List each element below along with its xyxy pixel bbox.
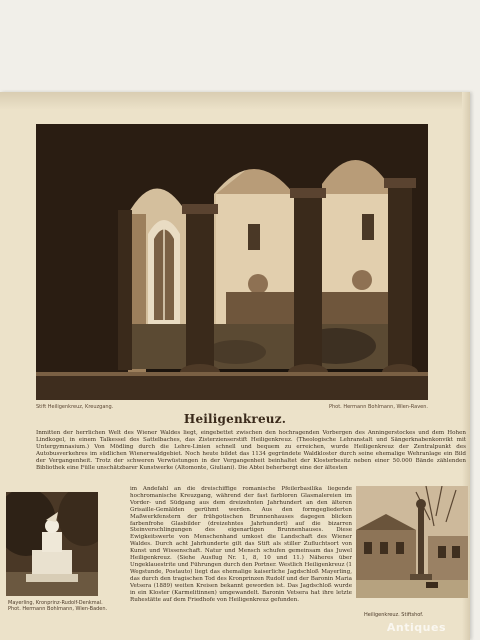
courtyard-caption: Heiligenkreuz. Stiftshof. xyxy=(364,612,424,618)
page-top-edge xyxy=(0,92,470,110)
cloister-photograph xyxy=(36,124,428,400)
monument-photograph xyxy=(6,492,98,596)
main-photo-credit: Phot. Hermann Bohlmann, Wien-Raven. xyxy=(328,404,428,410)
main-photo-caption: Stift Heiligenkreuz, Kreuzgang. xyxy=(36,404,114,410)
lead-paragraph: Inmitten der herrlichen Welt des Wiener Waldes liegt, eingebettet zwischen den hochragenden Vorbergen des Anningerstockes und dem Hohen Lindkogel, in einem Talkessel des Sattelbaches, das Zisterzienserstift Heiligenkreuz. (Theologische Lehranstalt und Sängerknabenkonvikt mit Untergymnasium.) Von Mödling durch die Lehre-Linien schnell und bequem zu erreichen, wurde Heiligenkreuz der Zentralpunkt des Autobusverkehres im südlichen Wienerwaldgebiet. Noch heute bildet das 1134 gegründete Waldkloster durch seine ehemalige Wehranlage ein Bild der Vergangenheit. Trotz der schweren Verwüstungen in der Vergangenheit beinhaltet der Klosterbesitz neben einer 50.000 Bände zählenden Bibliothek eine Fülle unschätzbarer Kunstwerke (Altomonte, Giuliani). Die Abtei beherbergt eine der ältesten xyxy=(36,430,466,471)
column-paragraph: im Andefahl an die dreischiffige romanische Pfeilerbasilika liegende hochromanische Kreuzgang, während der fast farbloren Glasmalereien im Vorder- und Südgang aus dem dreizehnten Jahrhundert an den älteren Grisaille-Gemälden gerühmt werden. Aus den formgegliederten Maßwerkfenstern der frühgotischen Brunnenhauses dagegen blicken farbenfrohe Glasbilder (dreizehntes Jahrhundert) auf die bizarren Steinverschlingungen des eigenartigen Brunnenhauses. Diese Ewigkeitswerte von Menschenhand umkost die Landschaft des Wiener Waldes. Durch acht Jahrhunderte gilt das Stift als stiller Zufluchtsort von Kunst und Wissenschaft. Natur und Mensch schufen gemeinsam das Juwel Heiligenkreuz. (Siehe Ausflug Nr. 1, 8, 10 und 11.) Näheres über Ungeklauestrite und Führungen durch den Portner. Westlich Heiligenkreuz (1 Wegstunde, Postauto) liegt das ehemalige kaiserliche Jagdschloß Mayerling, das durch den tragischen Tod des Kronprinzen Rudolf und der Baronin Maria Vetsera (1889) weiten Kreisen bekannt geworden ist. Das Jagdschloß wurde in ein Kloster (Karmelitinnen) umgewandelt. Baronin Vetsera hat ihre letzte Ruhestätte auf dem Friedhofe von Heiligenkreuz gefunden. xyxy=(130,486,352,603)
monument-caption: Mayerling, Kronprinz-Rudolf-Denkmal. Phot. Hermann Bohlmann, Wien-Baden. xyxy=(8,600,108,613)
article-title: Heiligenkreuz. xyxy=(183,412,287,426)
watermark-text: Antiques xyxy=(386,621,446,634)
courtyard-photograph xyxy=(356,486,468,598)
